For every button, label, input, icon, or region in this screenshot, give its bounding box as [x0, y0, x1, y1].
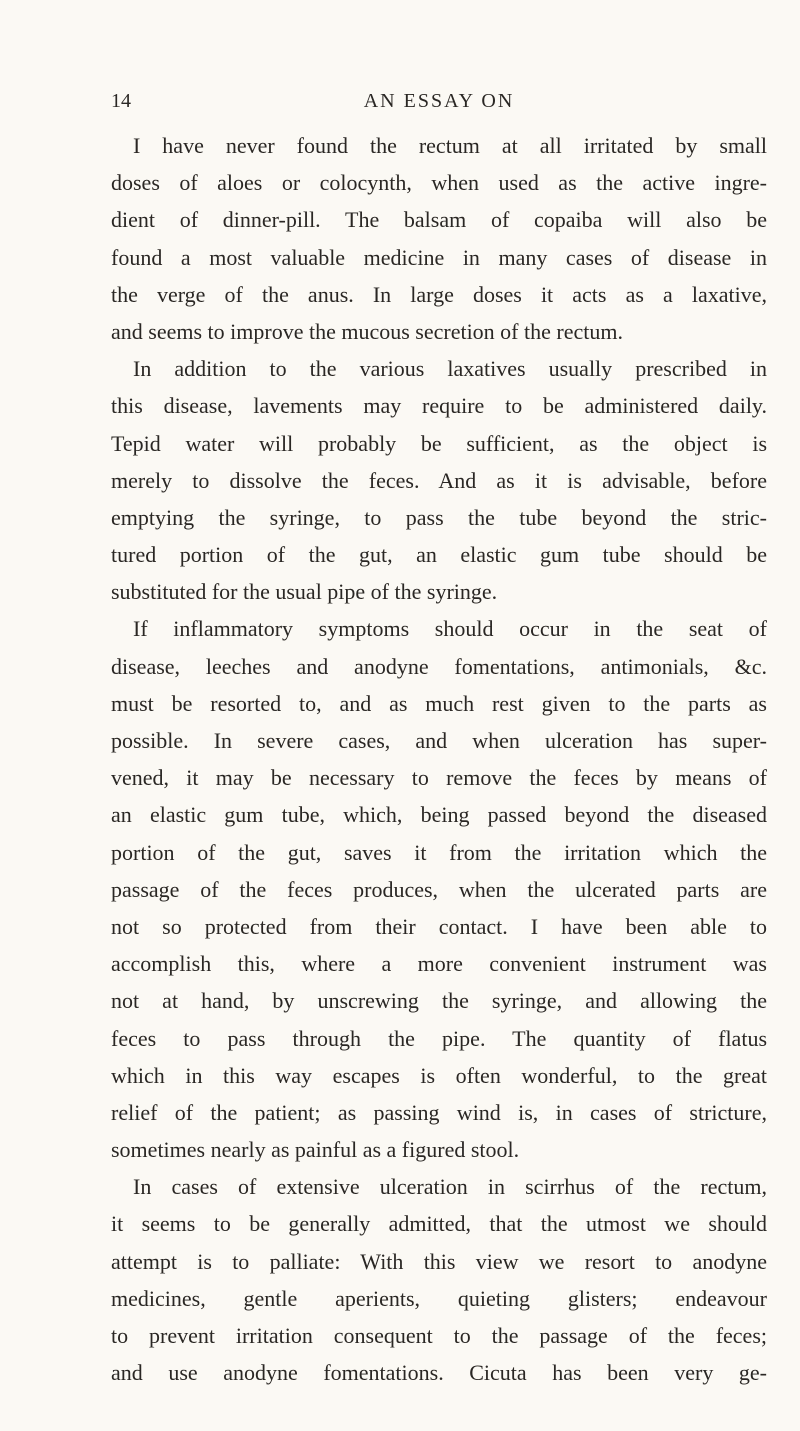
- text-line: portion of the gut, saves it from the irritation which the: [111, 839, 767, 865]
- paragraph-4: [111, 1168, 767, 1391]
- text-line: passage of the feces produces, when the ulcerated parts are: [111, 876, 767, 902]
- text-line: In cases of extensive ulceration in scirrhus of the rectum,: [133, 1174, 767, 1200]
- paragraph-1: [111, 127, 767, 350]
- text-line: feces to pass through the pipe. The quantity of flatus: [111, 1025, 767, 1051]
- text-line: dient of dinner-pill. The balsam of copaiba will also be: [111, 207, 767, 233]
- text-line: this disease, lavements may require to be administered daily.: [111, 393, 767, 419]
- text-line: vened, it may be necessary to remove the feces by means of: [111, 765, 767, 791]
- text-line: tured portion of the gut, an elastic gum tube should be: [111, 542, 767, 568]
- running-head: [111, 90, 767, 116]
- text-line: sometimes nearly as painful as a figured stool.: [111, 1137, 520, 1163]
- text-line: an elastic gum tube, which, being passed beyond the diseased: [111, 802, 767, 828]
- paragraph-3: [111, 610, 767, 1168]
- page-number: 14: [111, 90, 131, 112]
- text-line: accomplish this, where a more convenient instrument was: [111, 951, 767, 977]
- text-line: the verge of the anus. In large doses it acts as a laxative,: [111, 281, 767, 307]
- text-line: substituted for the usual pipe of the syringe.: [111, 579, 498, 605]
- text-line: possible. In severe cases, and when ulceration has super-: [111, 728, 767, 753]
- text-line: found a most valuable medicine in many cases of disease in: [111, 244, 767, 270]
- text-line: disease, leeches and anodyne fomentations, antimonials, &c.: [111, 653, 767, 679]
- text-line: Tepid water will probably be sufficient, as the object is: [111, 430, 767, 456]
- text-line: merely to dissolve the feces. And as it is advisable, before: [111, 467, 767, 493]
- text-line: which in this way escapes is often wonderful, to the great: [111, 1062, 767, 1088]
- body-text: [111, 127, 767, 1391]
- text-line: it seems to be generally admitted, that the utmost we should: [111, 1211, 767, 1237]
- text-line: attempt is to palliate: With this view we resort to anodyne: [111, 1248, 767, 1274]
- running-title: AN ESSAY ON: [363, 90, 515, 112]
- paragraph-2: [111, 350, 767, 610]
- text-line: not so protected from their contact. I have been able to: [111, 913, 767, 939]
- text-line: medicines, gentle aperients, quieting glisters; endeavour: [111, 1285, 767, 1311]
- text-line: must be resorted to, and as much rest given to the parts as: [111, 690, 767, 716]
- text-line: If inflammatory symptoms should occur in the seat of: [133, 616, 767, 642]
- text-line: not at hand, by unscrewing the syringe, and allowing the: [111, 988, 767, 1014]
- text-line: relief of the patient; as passing wind is, in cases of stricture,: [111, 1099, 767, 1125]
- text-line: and seems to improve the mucous secretion of the rectum.: [111, 318, 623, 344]
- text-line: In addition to the various laxatives usually prescribed in: [133, 356, 767, 382]
- text-line: I have never found the rectum at all irritated by small: [133, 133, 767, 158]
- text-line: emptying the syringe, to pass the tube beyond the stric-: [111, 504, 767, 530]
- text-line: to prevent irritation consequent to the passage of the feces;: [111, 1323, 767, 1348]
- text-line: and use anodyne fomentations. Cicuta has been very ge-: [111, 1360, 767, 1386]
- text-line: doses of aloes or colocynth, when used as the active ingre-: [111, 170, 767, 196]
